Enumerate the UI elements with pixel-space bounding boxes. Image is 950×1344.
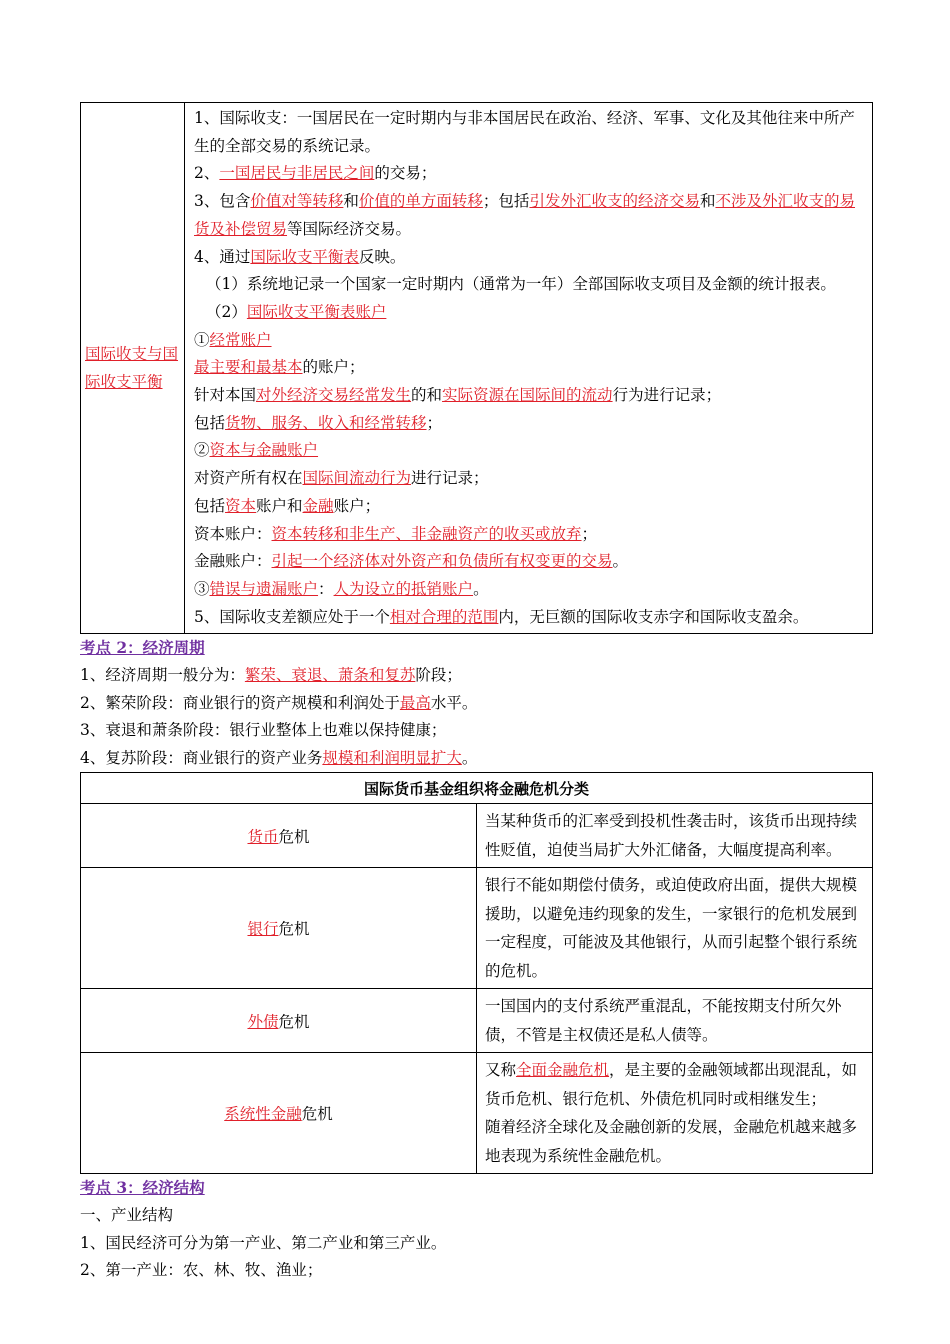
text-run: （1）系统地记录一个国家一定时期内（通常为一年）全部国际收支项目及金额的统计报表。	[206, 275, 836, 294]
highlight-term: 不涉及外汇收支的易货及补偿贸易	[194, 192, 855, 238]
highlight-term: 相对合理的范围	[389, 607, 499, 626]
text-run: 金融账户：	[194, 552, 272, 571]
text-run: 针对本国	[194, 386, 257, 405]
highlight-term: 错误与遗漏账户	[209, 579, 319, 598]
bop-line	[194, 382, 866, 410]
text-run: 的账户；	[302, 358, 365, 377]
text-run: ①	[194, 330, 210, 349]
highlight-term: 货币	[247, 827, 279, 846]
highlight-term: 价值的单方面转移	[358, 192, 483, 211]
bop-line	[194, 437, 866, 465]
text-run: 一国国内的支付系统严重混乱，不能按期支付所欠外债，不管是主权债还是私人债等。	[485, 997, 842, 1044]
text-run: 1、国际收支：一国居民在一定时期内与非本国居民在政治、经济、军事、文化及其他往来中所产生的全部交易的系统记录。	[194, 109, 855, 155]
text-run: 包括	[194, 413, 226, 432]
text-run: 3、衰退和萧条阶段：银行业整体上也难以保持健康；	[80, 721, 447, 740]
crisis-desc-line	[485, 871, 864, 985]
table-row	[81, 868, 873, 989]
text-run: 阶段；	[415, 665, 462, 684]
bop-line	[194, 548, 866, 576]
text-run: 的交易；	[374, 164, 437, 183]
crisis-desc-line	[485, 992, 864, 1049]
text-run: ：	[318, 579, 334, 598]
highlight-term: 引发外汇收支的经济交易	[529, 192, 700, 211]
text-run: 2、	[194, 164, 220, 183]
highlight-term: 最高	[399, 693, 431, 712]
crisis-desc-line	[485, 807, 864, 864]
highlight-term: 规模和利润明显扩大	[322, 748, 462, 767]
text-run: ；	[581, 524, 598, 543]
crisis-name	[81, 989, 477, 1053]
cycle-section	[80, 634, 873, 772]
text-run: 当某种货币的汇率受到投机性袭击时，该货币出现持续性贬值，迫使当局扩大外汇储备，大幅度提高利率。	[485, 812, 858, 859]
text-run: 行为进行记录；	[612, 386, 722, 405]
text-run: 危机	[278, 827, 310, 846]
highlight-term: 资本与金融账户	[209, 441, 319, 460]
bop-line	[194, 354, 866, 382]
text-run: 账户和	[256, 496, 303, 515]
crisis-table-title: 国际货币基金组织将金融危机分类	[81, 773, 873, 804]
structure-section	[80, 1174, 873, 1284]
highlight-term: 资本转移和非生产、非金融资产的收买或放弃	[271, 524, 582, 543]
crisis-name	[81, 1053, 477, 1174]
text-run: 银行不能如期偿付债务，或迫使政府出面，提供大规模援助，以避免违约现象的发生，一家银行的危机发展到一定程度，可能波及其他银行，从而引起整个银行系统的危机。	[485, 876, 858, 980]
text-run: 又称	[485, 1061, 517, 1080]
bop-line	[194, 521, 866, 549]
bop-line	[194, 244, 866, 272]
bop-line	[194, 410, 866, 438]
structure-line	[80, 1257, 873, 1285]
bop-line	[194, 576, 866, 604]
text-run: 水平。	[430, 693, 478, 712]
highlight-term: 实际资源在国际间的流动	[442, 386, 613, 405]
text-run: ；包括	[482, 192, 530, 211]
bop-content-cell	[185, 103, 873, 634]
text-run: 和	[343, 192, 359, 211]
text-run: 对资产所有权在	[194, 469, 303, 488]
highlight-term: 国际收支平衡表账户	[246, 302, 387, 321]
text-run: 账户；	[333, 496, 381, 515]
bop-line	[194, 105, 866, 160]
document-page	[80, 102, 873, 1285]
crisis-name	[81, 804, 477, 868]
text-run: 。	[461, 748, 478, 767]
bop-table	[80, 102, 873, 634]
highlight-term: 经常账户	[209, 330, 272, 349]
text-run: 危机	[278, 1012, 310, 1031]
highlight-term: 银行	[247, 920, 279, 939]
bop-term-cell	[81, 103, 185, 634]
text-run: 2、繁荣阶段：商业银行的资产规模和利润处于	[80, 693, 400, 712]
bop-line	[194, 160, 866, 188]
section-heading: 考点 3：经济结构	[80, 1178, 205, 1198]
text-run: ，是主要的金融领域都出现混乱，如货币危机、银行危机、外债危机同时或相继发生；	[485, 1061, 858, 1108]
text-run: 包括	[194, 496, 226, 515]
bop-term: 国际收支与国际收支平衡	[85, 345, 179, 392]
structure-line	[80, 1202, 873, 1230]
structure-line	[80, 1230, 873, 1258]
text-run: 2、第一产业：农、林、牧、渔业；	[80, 1261, 323, 1280]
cycle-line	[80, 662, 873, 690]
cycle-line	[80, 717, 873, 745]
text-run: 危机	[301, 1105, 333, 1124]
text-run: 危机	[278, 920, 310, 939]
text-run: 。	[473, 579, 489, 598]
bop-line	[194, 327, 866, 355]
crisis-desc	[477, 868, 873, 989]
text-run: 进行记录；	[411, 469, 489, 488]
text-run: 一、产业结构	[80, 1205, 174, 1224]
bop-line	[194, 188, 866, 243]
table-row	[81, 1053, 873, 1174]
bop-line	[194, 604, 866, 632]
bop-line	[194, 271, 866, 299]
highlight-term: 对外经济交易经常发生	[256, 386, 412, 405]
cycle-line	[80, 745, 873, 773]
crisis-desc	[477, 1053, 873, 1174]
text-run: 3、包含	[194, 192, 251, 211]
highlight-term: 全面金融危机	[516, 1061, 610, 1080]
highlight-term: 最主要和最基本	[194, 358, 303, 377]
table-row	[81, 804, 873, 868]
text-run: 资本账户：	[194, 524, 272, 543]
highlight-term: 系统性金融	[224, 1105, 302, 1124]
highlight-term: 人为设立的抵销账户	[333, 579, 474, 598]
bop-line	[194, 493, 866, 521]
text-run: 4、通过	[194, 247, 251, 266]
text-run: 内，无巨额的国际收支赤字和国际收支盈余。	[498, 607, 809, 626]
bop-line	[194, 299, 866, 327]
text-run: ②	[194, 441, 210, 460]
bop-line	[194, 465, 866, 493]
highlight-term: 金融	[302, 496, 334, 515]
text-run: 1、国民经济可分为第一产业、第二产业和第三产业。	[80, 1233, 447, 1252]
text-run: 1、经济周期一般分为：	[80, 665, 245, 684]
highlight-term: 引起一个经济体对外资产和负债所有权变更的交易	[271, 552, 613, 571]
text-run: ③	[194, 579, 210, 598]
text-run: 的和	[411, 386, 443, 405]
text-run: 随着经济全球化及金融创新的发展，金融危机越来越多地表现为系统性金融危机。	[485, 1118, 858, 1165]
text-run: 4、复苏阶段：商业银行的资产业务	[80, 748, 323, 767]
crisis-desc	[477, 989, 873, 1053]
text-run: 和	[699, 192, 716, 211]
crisis-desc-line	[485, 1056, 864, 1113]
text-run: 。	[612, 552, 629, 571]
crisis-desc-line	[485, 1113, 864, 1170]
crisis-desc	[477, 804, 873, 868]
section-heading: 考点 2：经济周期	[80, 638, 205, 658]
highlight-term: 外债	[247, 1012, 279, 1031]
text-run: 等国际经济交易。	[287, 219, 412, 238]
highlight-term: 价值对等转移	[250, 192, 344, 211]
crisis-name	[81, 868, 477, 989]
highlight-term: 一国居民与非居民之间	[219, 164, 375, 183]
highlight-term: 货物、服务、收入和经常转移	[225, 413, 427, 432]
text-run: （2）	[206, 302, 247, 321]
text-run: ；	[426, 413, 443, 432]
text-run: 5、国际收支差额应处于一个	[194, 607, 390, 626]
highlight-term: 国际收支平衡表	[250, 247, 359, 266]
cycle-line	[80, 690, 873, 718]
highlight-term: 资本	[225, 496, 257, 515]
highlight-term: 国际间流动行为	[302, 469, 412, 488]
table-row	[81, 989, 873, 1053]
highlight-term: 繁荣、衰退、萧条和复苏	[244, 665, 416, 684]
crisis-table	[80, 772, 873, 1174]
text-run: 反映。	[358, 247, 406, 266]
